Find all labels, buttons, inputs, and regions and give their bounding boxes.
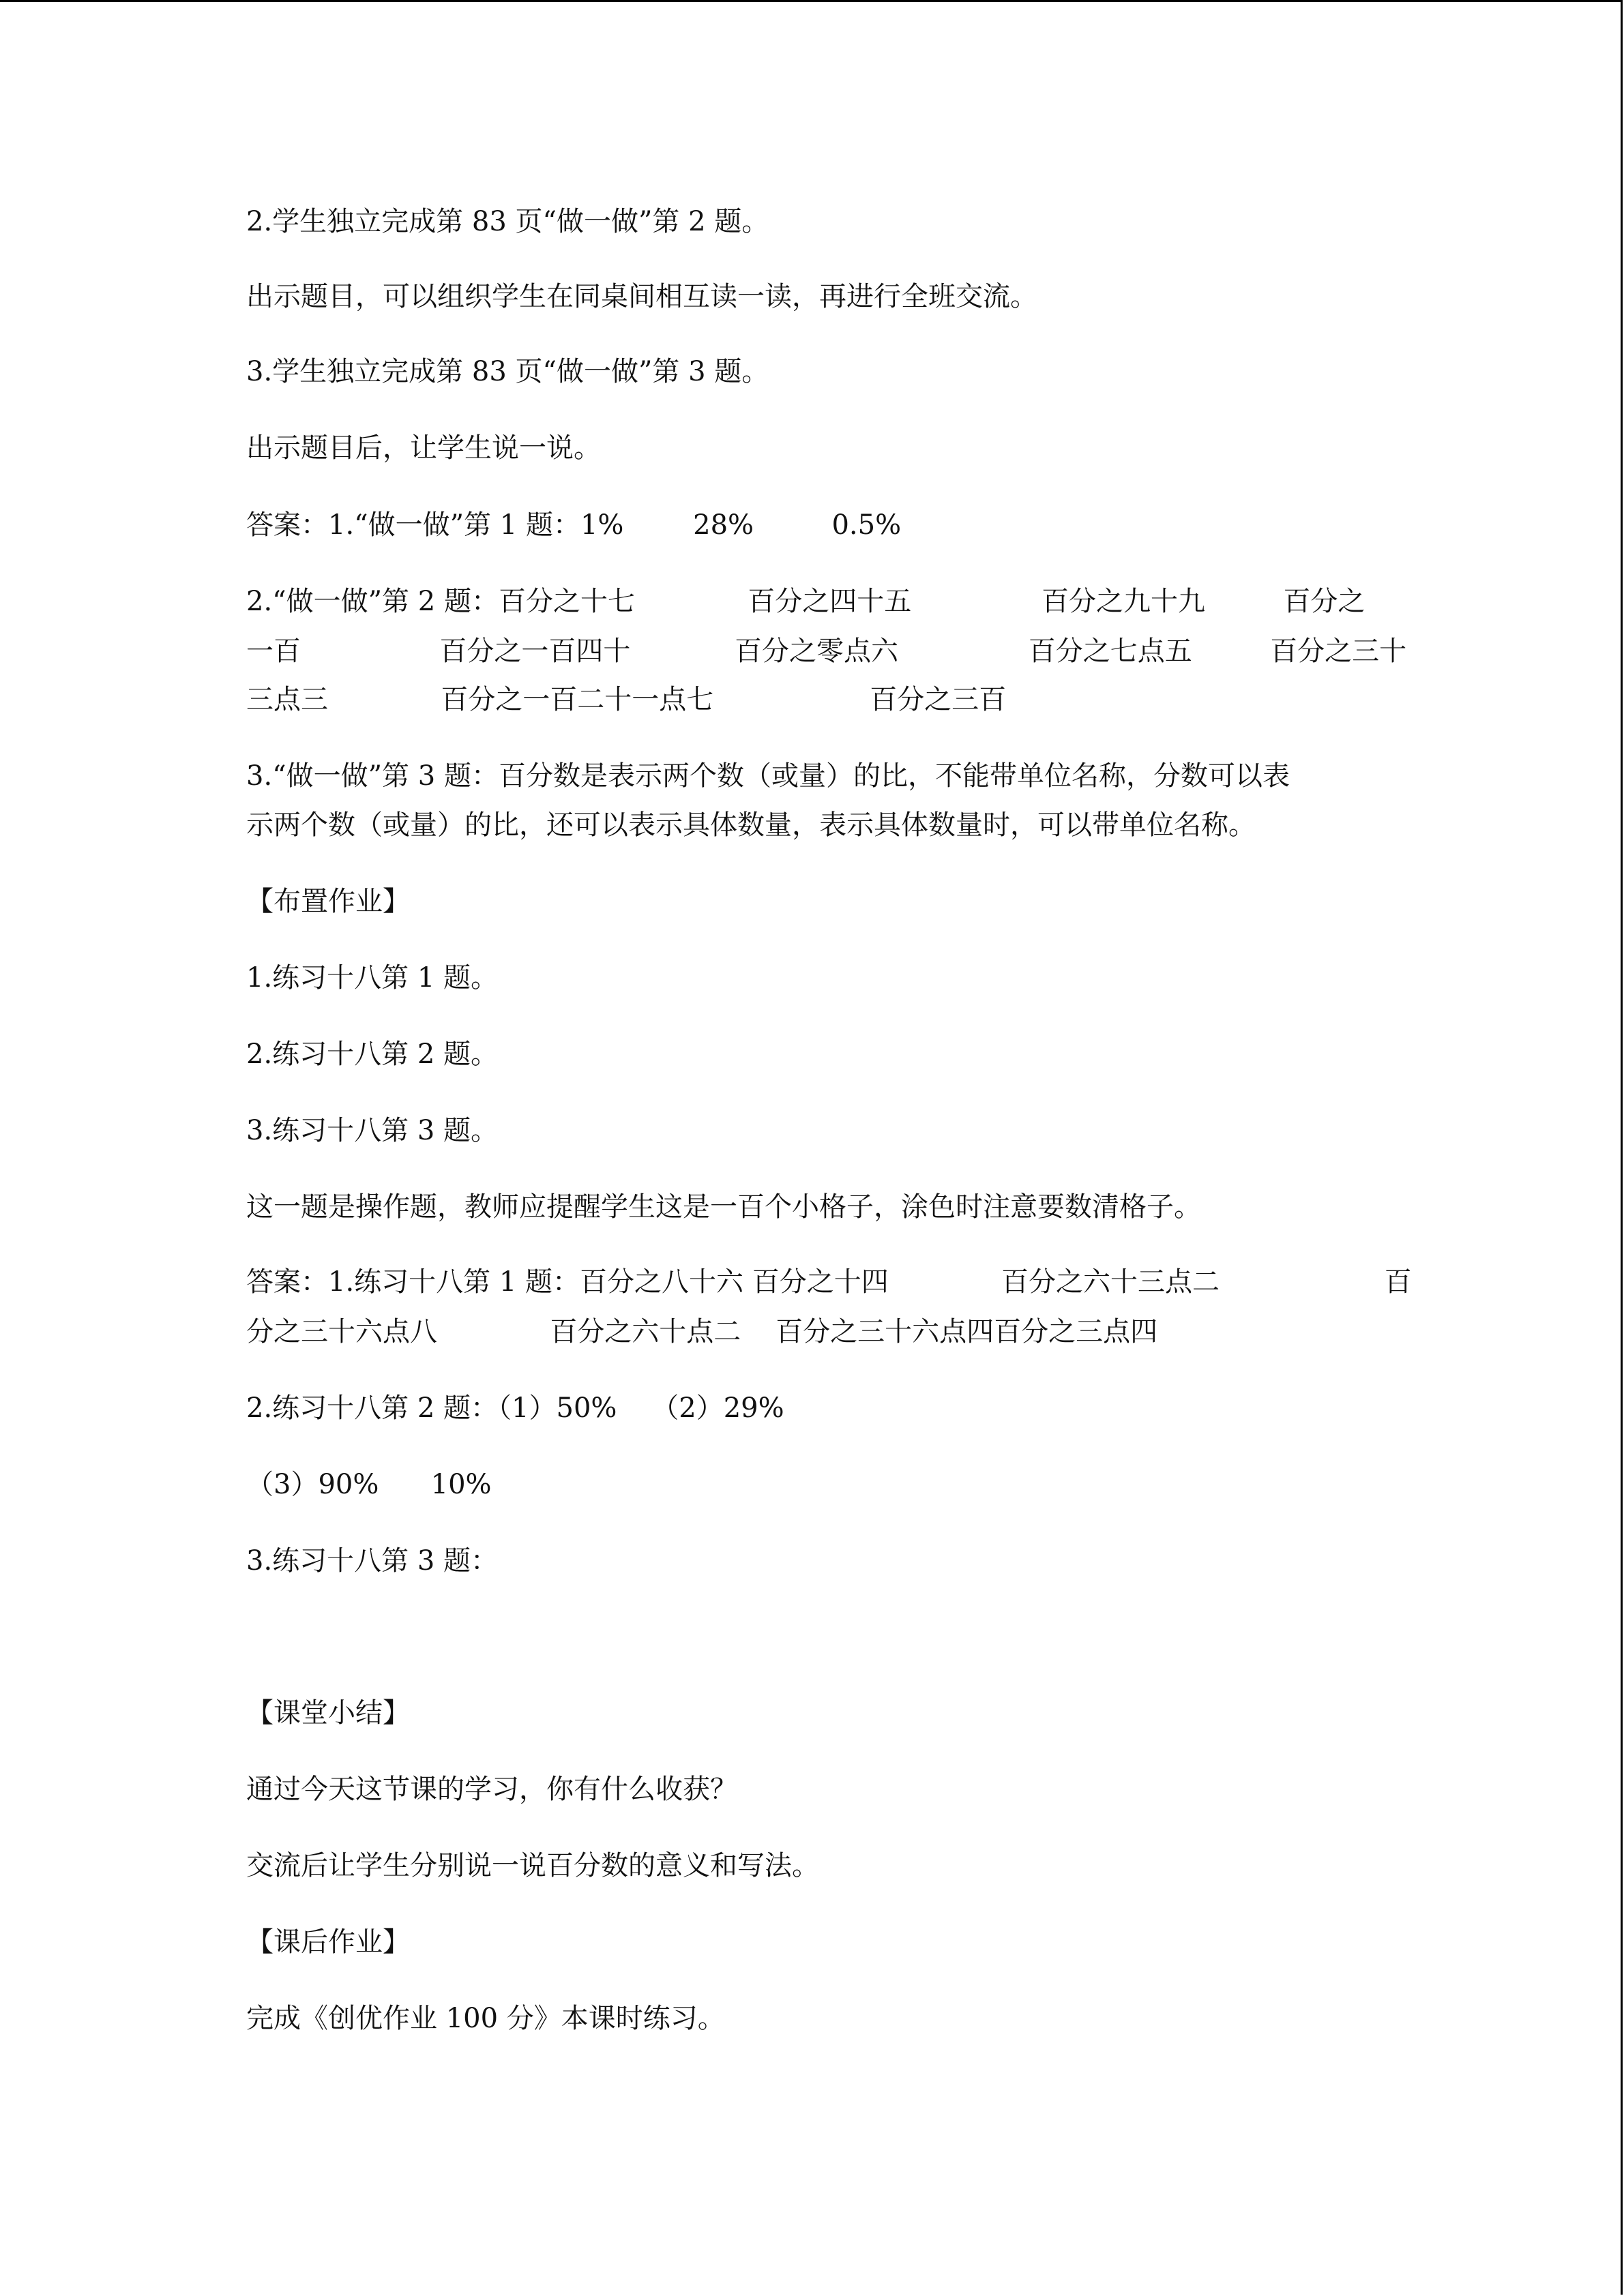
text-line: 出示题目后，让学生说一说。: [246, 432, 601, 464]
text-line: 这一题是操作题，教师应提醒学生这是一百个小格子，涂色时注意要数清格子。: [246, 1191, 1201, 1223]
answer-line: 2.“做一做”第 2 题：百分之十七 百分之四十五 百分之九十九 百分之: [246, 586, 1365, 617]
section-heading: 【课后作业】: [246, 1926, 410, 1958]
answer-line: 答案：1.“做一做”第 1 题：1% 28% 0.5%: [246, 509, 902, 541]
answer-line: 分之三十六点八 百分之六十点二 百分之三十六点四百分之三点四: [246, 1316, 1158, 1347]
answer-line: 3.“做一做”第 3 题：百分数是表示两个数（或量）的比，不能带单位名称，分数可以表: [246, 760, 1290, 792]
text-line: 3.学生独立完成第 83 页“做一做”第 3 题。: [246, 356, 769, 387]
answer-line: 2.练习十八第 2 题：（1）50% （2）29%: [246, 1392, 784, 1424]
text-line: 完成《创优作业 100 分》本课时练习。: [246, 2003, 725, 2034]
answer-line: （3）90% 10%: [246, 1469, 492, 1500]
section-heading: 【布置作业】: [246, 886, 410, 917]
text-line: 交流后让学生分别说一说百分数的意义和写法。: [246, 1850, 819, 1881]
answer-line: 一百 百分之一百四十 百分之零点六 百分之七点五 百分之三十: [246, 636, 1407, 667]
section-heading: 【课堂小结】: [246, 1697, 410, 1729]
answer-line: 示两个数（或量）的比，还可以表示具体数量，表示具体数量时，可以带单位名称。: [246, 809, 1256, 841]
answer-line: 三点三 百分之一百二十一点七 百分之三百: [246, 684, 1007, 715]
answer-line: 答案：1.练习十八第 1 题：百分之八十六 百分之十四 百分之六十三点二 百: [246, 1266, 1412, 1298]
text-line: 通过今天这节课的学习，你有什么收获？: [246, 1774, 737, 1805]
list-item: 1.练习十八第 1 题。: [246, 962, 499, 994]
answer-line: 3.练习十八第 3 题：: [246, 1545, 499, 1577]
list-item: 3.练习十八第 3 题。: [246, 1115, 499, 1146]
text-line: 出示题目，可以组织学生在同桌间相互读一读，再进行全班交流。: [246, 281, 1037, 312]
list-item: 2.练习十八第 2 题。: [246, 1039, 499, 1070]
text-line: 2.学生独立完成第 83 页“做一做”第 2 题。: [246, 206, 769, 237]
